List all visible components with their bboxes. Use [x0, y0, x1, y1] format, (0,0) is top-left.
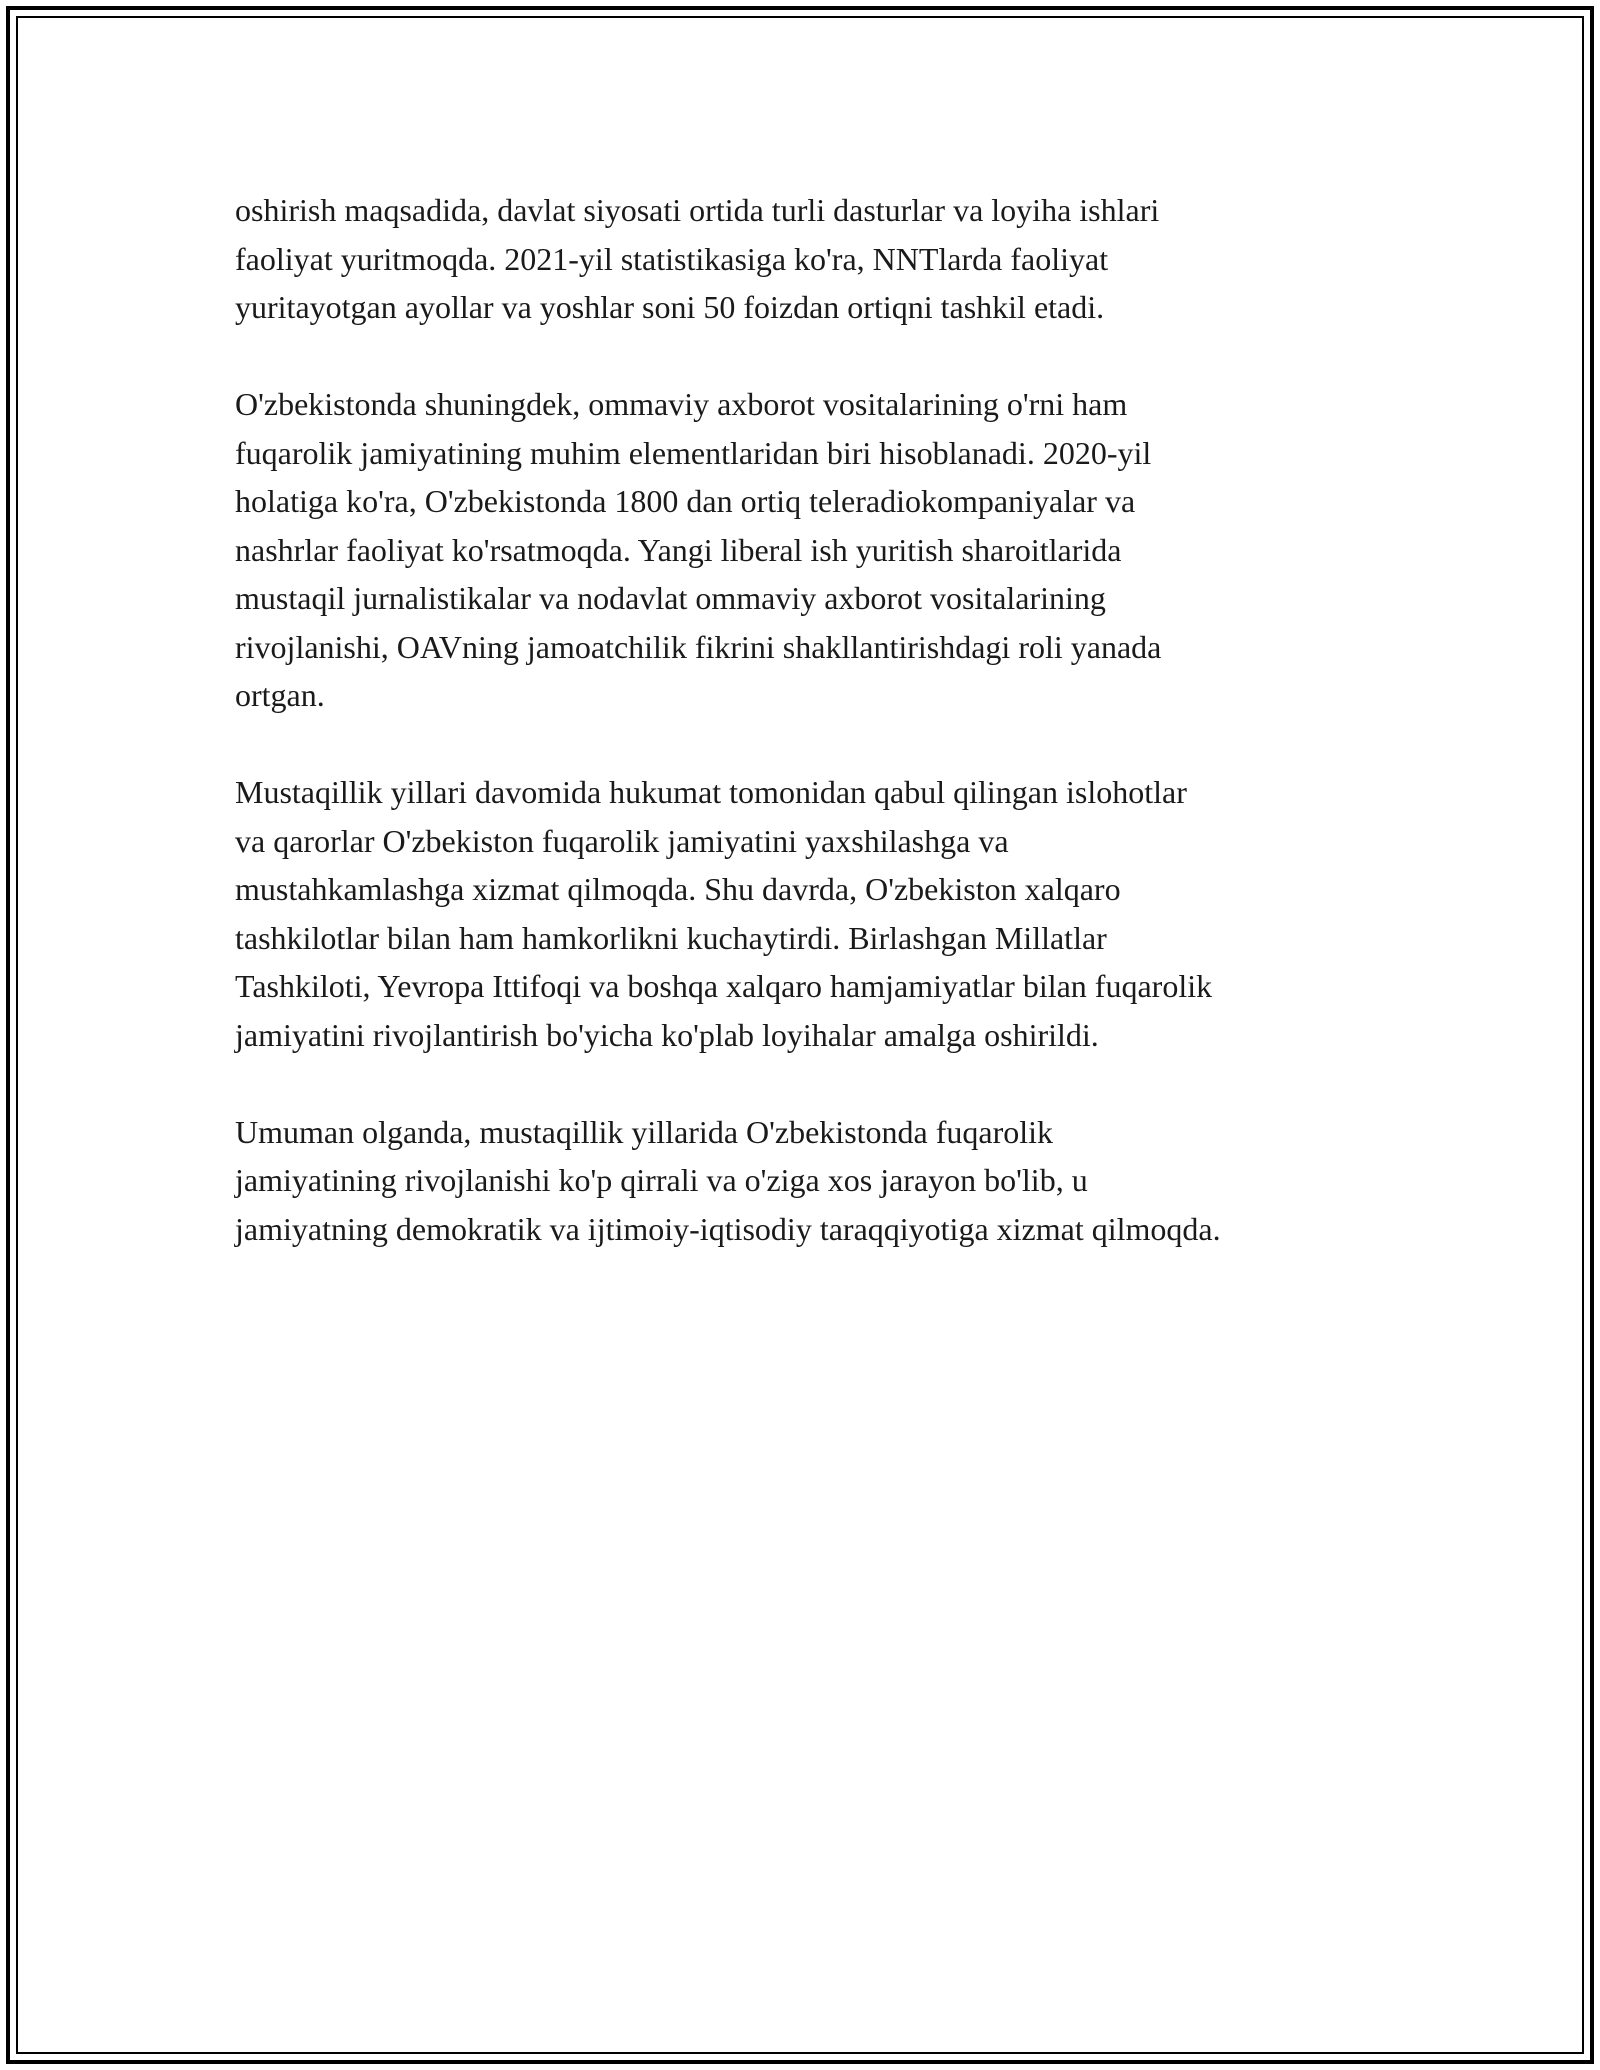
text-line: holatiga ko'ra, O'zbekistonda 1800 dan ortiq teleradiokompaniyalar va: [235, 483, 1136, 519]
text-line: rivojlanishi, OAVning jamoatchilik fikrini shakllantirishdagi roli yanada: [235, 628, 1162, 665]
text-line: tashkilotlar bilan ham hamkorlikni kuchaytirdi. Birlashgan Millatlar: [235, 919, 1107, 956]
text-line: mustahkamlashga xizmat qilmoqda. Shu davrda, O'zbekiston xalqaro: [235, 871, 1121, 907]
text-line: oshirish maqsadida, davlat siyosati ortida turli dasturlar va loyiha ishlari: [235, 192, 1160, 228]
paragraph-2: [235, 380, 1415, 720]
text-line: jamiyatning demokratik va ijtimoiy-iqtisodiy taraqqiyotiga xizmat qilmoqda.: [235, 1210, 1221, 1247]
text-line: O'zbekistonda shuningdek, ommaviy axborot vositalarining o'rni ham: [235, 386, 1128, 422]
text-line: va qarorlar O'zbekiston fuqarolik jamiyatini yaxshilashga va: [235, 822, 1009, 859]
paragraph-1: [235, 186, 1415, 332]
text-line: Tashkiloti, Yevropa Ittifoqi va boshqa xalqaro hamjamiyatlar bilan fuqarolik: [235, 968, 1213, 1004]
document-body: [235, 186, 1415, 1302]
text-line: jamiyatining rivojlanishi ko'p qirrali va o'ziga xos jarayon bo'lib, u: [235, 1162, 1088, 1198]
text-line: nashrlar faoliyat ko'rsatmoqda. Yangi liberal ish yuritish sharoitlarida: [235, 531, 1122, 568]
text-line: Umuman olganda, mustaqillik yillarida O'zbekistonda fuqarolik: [235, 1113, 1054, 1150]
text-line: yuritayotgan ayollar va yoshlar soni 50 foizdan ortiqni tashkil etadi.: [235, 289, 1105, 325]
text-line: ortgan.: [235, 677, 325, 713]
text-line: Mustaqillik yillari davomida hukumat tomonidan qabul qilingan islohotlar: [235, 774, 1187, 810]
text-line: fuqarolik jamiyatining muhim elementlaridan biri hisoblanadi. 2020-yil: [235, 434, 1152, 471]
text-line: faoliyat yuritmoqda. 2021-yil statistikasiga ko'ra, NNTlarda faoliyat: [235, 240, 1109, 277]
paragraph-4: [235, 1108, 1415, 1254]
paragraph-3: [235, 768, 1415, 1059]
text-line: jamiyatini rivojlantirish bo'yicha ko'plab loyihalar amalga oshirildi.: [235, 1016, 1099, 1053]
text-line: mustaqil jurnalistikalar va nodavlat ommaviy axborot vositalarining: [235, 580, 1106, 616]
